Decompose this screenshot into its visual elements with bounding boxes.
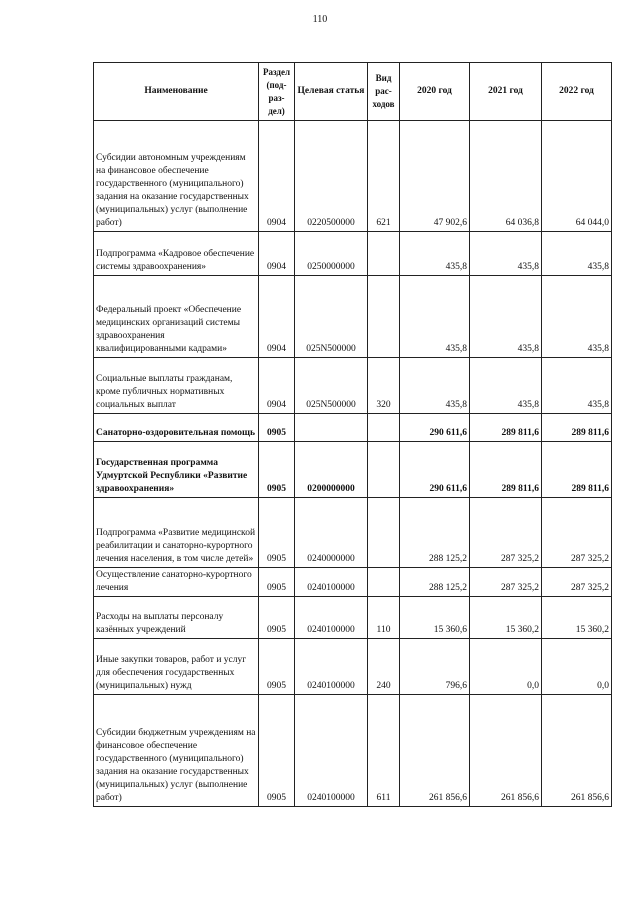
row-expense-type bbox=[368, 568, 400, 597]
row-section: 0905 bbox=[259, 568, 295, 597]
column-header-name: Наименование bbox=[94, 63, 259, 121]
table-row bbox=[94, 276, 612, 358]
row-2021: 15 360,2 bbox=[470, 597, 542, 639]
row-target: 0250000000 bbox=[295, 232, 368, 276]
table-row bbox=[94, 442, 612, 498]
table-row bbox=[94, 597, 612, 639]
row-2022: 287 325,2 bbox=[542, 568, 612, 597]
row-2021: 289 811,6 bbox=[470, 442, 542, 498]
column-header-section: Раздел (под-раз-дел) bbox=[259, 63, 295, 121]
row-target: 0220500000 bbox=[295, 121, 368, 232]
table-row bbox=[94, 414, 612, 442]
row-expense-type: 240 bbox=[368, 639, 400, 695]
row-2020: 796,6 bbox=[400, 639, 470, 695]
row-target: 0240100000 bbox=[295, 568, 368, 597]
row-section: 0904 bbox=[259, 121, 295, 232]
column-header-2022: 2022 год bbox=[542, 63, 612, 121]
row-2022: 289 811,6 bbox=[542, 414, 612, 442]
row-2021: 261 856,6 bbox=[470, 695, 542, 807]
row-section: 0905 bbox=[259, 442, 295, 498]
table-row bbox=[94, 232, 612, 276]
row-section: 0905 bbox=[259, 695, 295, 807]
row-expense-type bbox=[368, 232, 400, 276]
column-header-target: Целевая статья bbox=[295, 63, 368, 121]
table-row bbox=[94, 568, 612, 597]
table-row bbox=[94, 358, 612, 414]
row-2022: 0,0 bbox=[542, 639, 612, 695]
row-name: Социальные выплаты гражданам, кроме публичных нормативных социальных выплат bbox=[94, 358, 259, 414]
row-target: 025N500000 bbox=[295, 276, 368, 358]
row-2020: 288 125,2 bbox=[400, 568, 470, 597]
row-name: Государственная программа Удмуртской Республики «Развитие здравоохранения» bbox=[94, 442, 259, 498]
row-target: 0240100000 bbox=[295, 639, 368, 695]
row-target: 0240100000 bbox=[295, 695, 368, 807]
row-2020: 290 611,6 bbox=[400, 414, 470, 442]
table-row bbox=[94, 639, 612, 695]
row-name: Иные закупки товаров, работ и услуг для обеспечения государственных (муниципальных) нужд bbox=[94, 639, 259, 695]
table-row bbox=[94, 498, 612, 568]
row-section: 0904 bbox=[259, 276, 295, 358]
table-row bbox=[94, 695, 612, 807]
column-header-2020: 2020 год bbox=[400, 63, 470, 121]
row-name: Федеральный проект «Обеспечение медицинских организаций системы здравоохранения квалифицированными кадрами» bbox=[94, 276, 259, 358]
row-expense-type bbox=[368, 442, 400, 498]
row-2020: 435,8 bbox=[400, 358, 470, 414]
row-section: 0905 bbox=[259, 639, 295, 695]
row-2020: 261 856,6 bbox=[400, 695, 470, 807]
row-target: 0200000000 bbox=[295, 442, 368, 498]
row-section: 0904 bbox=[259, 358, 295, 414]
row-target: 025N500000 bbox=[295, 358, 368, 414]
row-2021: 435,8 bbox=[470, 358, 542, 414]
row-2022: 64 044,0 bbox=[542, 121, 612, 232]
row-expense-type: 110 bbox=[368, 597, 400, 639]
row-target: 0240000000 bbox=[295, 498, 368, 568]
row-2022: 435,8 bbox=[542, 358, 612, 414]
row-2020: 435,8 bbox=[400, 276, 470, 358]
budget-table bbox=[93, 62, 612, 807]
row-expense-type bbox=[368, 414, 400, 442]
row-expense-type: 611 bbox=[368, 695, 400, 807]
row-2022: 289 811,6 bbox=[542, 442, 612, 498]
row-expense-type bbox=[368, 498, 400, 568]
row-2020: 290 611,6 bbox=[400, 442, 470, 498]
row-expense-type: 621 bbox=[368, 121, 400, 232]
row-2021: 0,0 bbox=[470, 639, 542, 695]
row-2020: 15 360,6 bbox=[400, 597, 470, 639]
row-name: Расходы на выплаты персоналу казённых учреждений bbox=[94, 597, 259, 639]
row-2021: 289 811,6 bbox=[470, 414, 542, 442]
row-expense-type: 320 bbox=[368, 358, 400, 414]
row-expense-type bbox=[368, 276, 400, 358]
row-2021: 435,8 bbox=[470, 232, 542, 276]
row-name: Субсидии автономным учреждениям на финансовое обеспечение государственного (муниципального) задания на оказание государственных (муниципальных) услуг (выполнение работ) bbox=[94, 121, 259, 232]
row-name: Субсидии бюджетным учреждениям на финансовое обеспечение государственного (муниципального) задания на оказание государственных (муниципальных) услуг (выполнение работ) bbox=[94, 695, 259, 807]
row-2022: 15 360,2 bbox=[542, 597, 612, 639]
row-2021: 287 325,2 bbox=[470, 568, 542, 597]
row-2022: 287 325,2 bbox=[542, 498, 612, 568]
column-header-2021: 2021 год bbox=[470, 63, 542, 121]
row-name: Подпрограмма «Кадровое обеспечение системы здравоохранения» bbox=[94, 232, 259, 276]
row-target bbox=[295, 414, 368, 442]
row-section: 0904 bbox=[259, 232, 295, 276]
row-2020: 435,8 bbox=[400, 232, 470, 276]
column-header-expense-type: Вид рас-ходов bbox=[368, 63, 400, 121]
row-2021: 435,8 bbox=[470, 276, 542, 358]
row-name: Подпрограмма «Развитие медицинской реабилитации и санаторно-курортного лечения населения, в том числе детей» bbox=[94, 498, 259, 568]
row-name: Осуществление санаторно-курортного лечения bbox=[94, 568, 259, 597]
table-header bbox=[94, 63, 612, 121]
row-2020: 47 902,6 bbox=[400, 121, 470, 232]
table-row bbox=[94, 121, 612, 232]
row-section: 0905 bbox=[259, 414, 295, 442]
row-section: 0905 bbox=[259, 597, 295, 639]
row-section: 0905 bbox=[259, 498, 295, 568]
row-2022: 435,8 bbox=[542, 232, 612, 276]
page-number: 110 bbox=[312, 14, 328, 25]
row-2022: 261 856,6 bbox=[542, 695, 612, 807]
row-2022: 435,8 bbox=[542, 276, 612, 358]
row-name: Санаторно-оздоровительная помощь bbox=[94, 414, 259, 442]
row-2021: 287 325,2 bbox=[470, 498, 542, 568]
row-target: 0240100000 bbox=[295, 597, 368, 639]
row-2021: 64 036,8 bbox=[470, 121, 542, 232]
row-2020: 288 125,2 bbox=[400, 498, 470, 568]
